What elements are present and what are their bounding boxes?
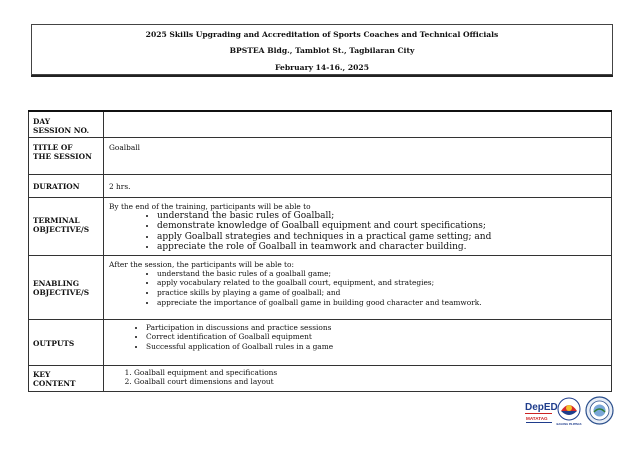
list-item: • apply vocabulary related to the goalball court, equipment, and strategies;: [157, 278, 611, 288]
deped-logo: [524, 399, 558, 427]
row-day: [29, 111, 612, 137]
list-item: • appreciate the role of Goalball in teamwork and character building.: [157, 242, 611, 253]
list-item: • Correct identification of Goalball equipment: [146, 332, 611, 342]
header-box: [31, 24, 613, 75]
outputs-label: OUTPUTS: [29, 319, 104, 365]
key-content-list: [109, 366, 611, 388]
regional-seal-logo: [585, 396, 614, 425]
title-value: Goalball: [104, 137, 612, 174]
matatag-underline: [526, 422, 552, 423]
matatag-mark: MATATAG: [526, 416, 548, 421]
event-date: February 14-16., 2025: [275, 63, 369, 72]
list-item: • practice skills by playing a game of goalball; and: [157, 288, 611, 298]
list-item: • apply Goalball strategies and techniques in a practical game setting; and: [157, 232, 611, 243]
duration-label: DURATION: [29, 174, 104, 197]
title-label: TITLE OF THE SESSION: [29, 137, 104, 174]
list-item: • demonstrate knowledge of Goalball equipment and court specifications;: [157, 221, 611, 232]
terminal-intro: By the end of the training, participants will be able to: [109, 201, 311, 211]
list-item: • Successful application of Goalball rules in a game: [146, 342, 611, 352]
footer-logos: [524, 395, 614, 429]
bagong-pilipinas-text: BAGONG PILIPINAS: [556, 423, 582, 426]
duration-value: 2 hrs.: [104, 174, 612, 197]
row-outputs: [29, 319, 612, 365]
event-title: 2025 Skills Upgrading and Accreditation of Sports Coaches and Technical Officials: [145, 30, 499, 39]
enabling-label: ENABLING OBJECTIVE/S: [29, 255, 104, 319]
outputs-list: [109, 320, 611, 352]
deped-mark: DepED: [525, 402, 558, 413]
list-item: • appreciate the importance of goalball game in building good character and teamwork.: [157, 298, 611, 308]
enabling-intro: After the session, the participants will be able to:: [109, 259, 294, 269]
day-label: DAY SESSION NO.: [29, 111, 104, 137]
row-terminal-objectives: [29, 197, 612, 255]
session-table: [28, 110, 612, 392]
list-item: • understand the basic rules of a goalball game;: [157, 269, 611, 279]
row-enabling-objectives: [29, 255, 612, 319]
row-key-content: [29, 365, 612, 391]
deped-underline: [525, 413, 552, 414]
row-title: [29, 137, 612, 174]
outputs-value: [104, 319, 612, 365]
terminal-label: TERMINAL OBJECTIVE/S: [29, 197, 104, 255]
bagong-pilipinas-logo: [556, 397, 582, 427]
key-content-value: [104, 365, 612, 391]
terminal-value: [104, 197, 612, 255]
terminal-list: [109, 211, 611, 253]
list-item: • understand the basic rules of Goalball;: [157, 211, 611, 222]
key-content-label: KEY CONTENT: [29, 365, 104, 391]
enabling-value: [104, 255, 612, 319]
day-value: [104, 111, 612, 137]
enabling-list: [109, 269, 611, 308]
list-item: 2. Goalball court dimensions and layout: [134, 377, 611, 387]
list-item: • Participation in discussions and practice sessions: [146, 323, 611, 333]
row-duration: [29, 174, 612, 197]
list-item: 1. Goalball equipment and specifications: [134, 368, 611, 378]
event-venue: BPSTEA Bldg., Tamblot St., Tagbilaran City: [229, 46, 415, 55]
